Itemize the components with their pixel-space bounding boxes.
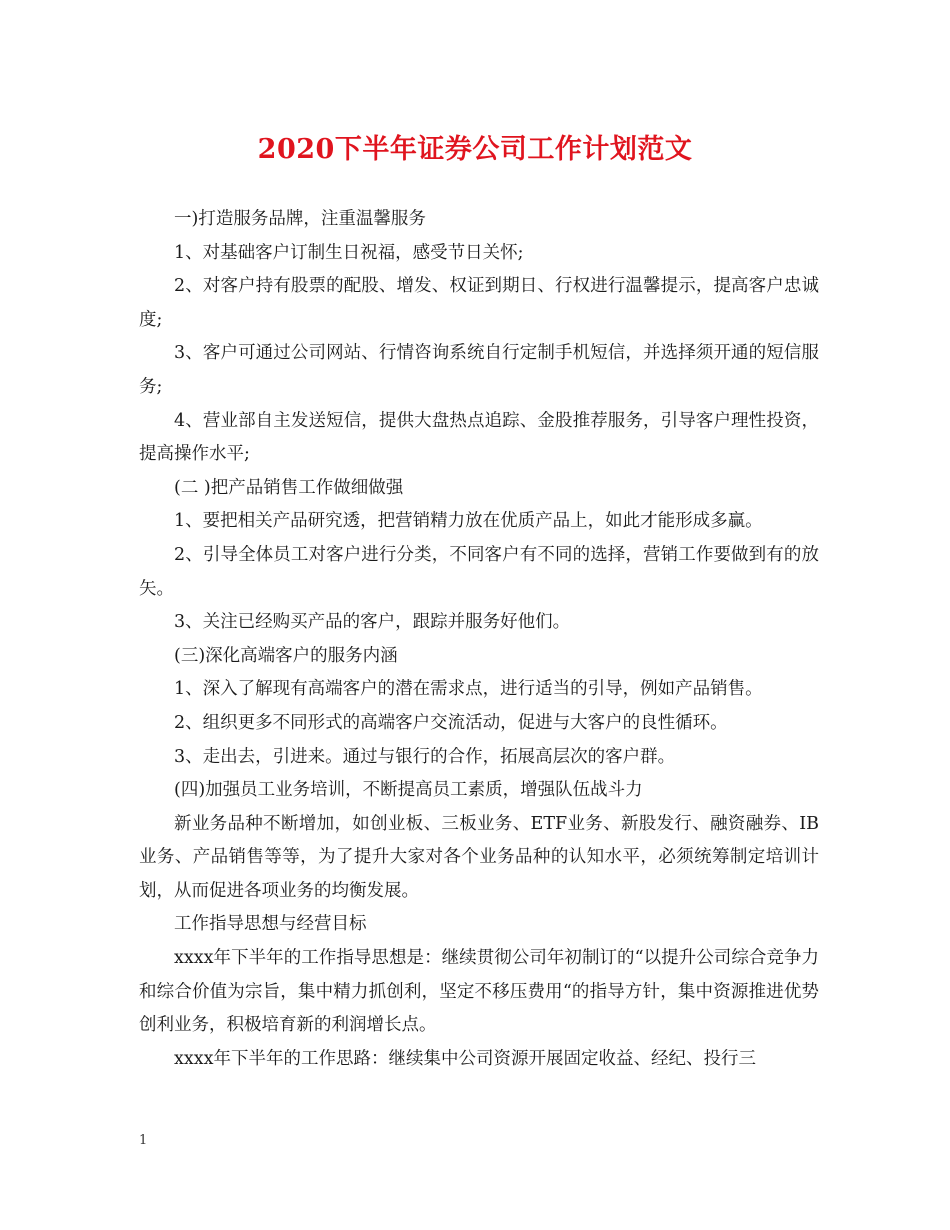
paragraph-17: xxxx年下半年的工作指导思想是：继续贯彻公司年初制订的“以提升公司综合竞争力和综合价值为宗旨，集中精力抓创利，坚定不移压费用“的指导方针，集中资源推进优势创利业务，积极培育新的利润增长点。 xyxy=(139,948,819,1036)
paragraph-14: (四)加强员工业务培训，不断提高员工素质，增强队伍战斗力 xyxy=(174,780,643,801)
paragraph-11: 1、深入了解现有高端客户的潜在需求点，进行适当的引导，例如产品销售。 xyxy=(174,679,763,700)
paragraph-6: (二 )把产品销售工作做细做强 xyxy=(174,477,404,498)
paragraph-1: 一)打造服务品牌，注重温馨服务 xyxy=(174,209,426,229)
paragraph-5: 4、营业部自主发送短信，提供大盘热点追踪、金股推荐服务，引导客户理性投资，提高操作水平; xyxy=(139,410,819,465)
paragraph-4: 3、客户可通过公司网站、行情咨询系统自行定制手机短信，并选择须开通的短信服务; xyxy=(139,343,819,397)
paragraph-9: 3、关注已经购买产品的客户，跟踪并服务好他们。 xyxy=(174,612,571,633)
paragraph-8: 2、引导全体员工对客户进行分类，不同客户有不同的选择，营销工作要做到有的放矢。 xyxy=(139,544,819,599)
paragraph-12: 2、组织更多不同形式的高端客户交流活动，促进与大客户的良性循环。 xyxy=(174,712,728,733)
paragraph-2: 1、对基础客户订制生日祝福，感受节日关怀; xyxy=(174,242,524,263)
paragraph-18: xxxx年下半年的工作思路：继续集中公司资源开展固定收益、经纪、投行三 xyxy=(174,1048,756,1069)
paragraph-16: 工作指导思想与经营目标 xyxy=(174,914,367,935)
page-number: 1 xyxy=(139,1133,148,1148)
paragraph-15: 新业务品种不断增加，如创业板、三板业务、ETF业务、新股发行、融资融券、IB业务、产品销售等等，为了提升大家对各个业务品种的认知水平，必须统筹制定培训计划，从而促进各项业务的均衡发展。 xyxy=(139,813,819,901)
document-title: 2020下半年证券公司工作计划范文 xyxy=(257,134,693,165)
paragraph-3: 2、对客户持有股票的配股、增发、权证到期日、行权进行温馨提示，提高客户忠诚度; xyxy=(139,276,819,330)
paragraph-10: (三)深化高端客户的服务内涵 xyxy=(174,645,398,666)
paragraph-13: 3、走出去，引进来。通过与银行的合作，拓展高层次的客户群。 xyxy=(174,746,676,767)
paragraph-7: 1、要把相关产品研究透，把营销精力放在优质产品上，如此才能形成多赢。 xyxy=(174,511,763,532)
document-body xyxy=(139,203,819,1076)
